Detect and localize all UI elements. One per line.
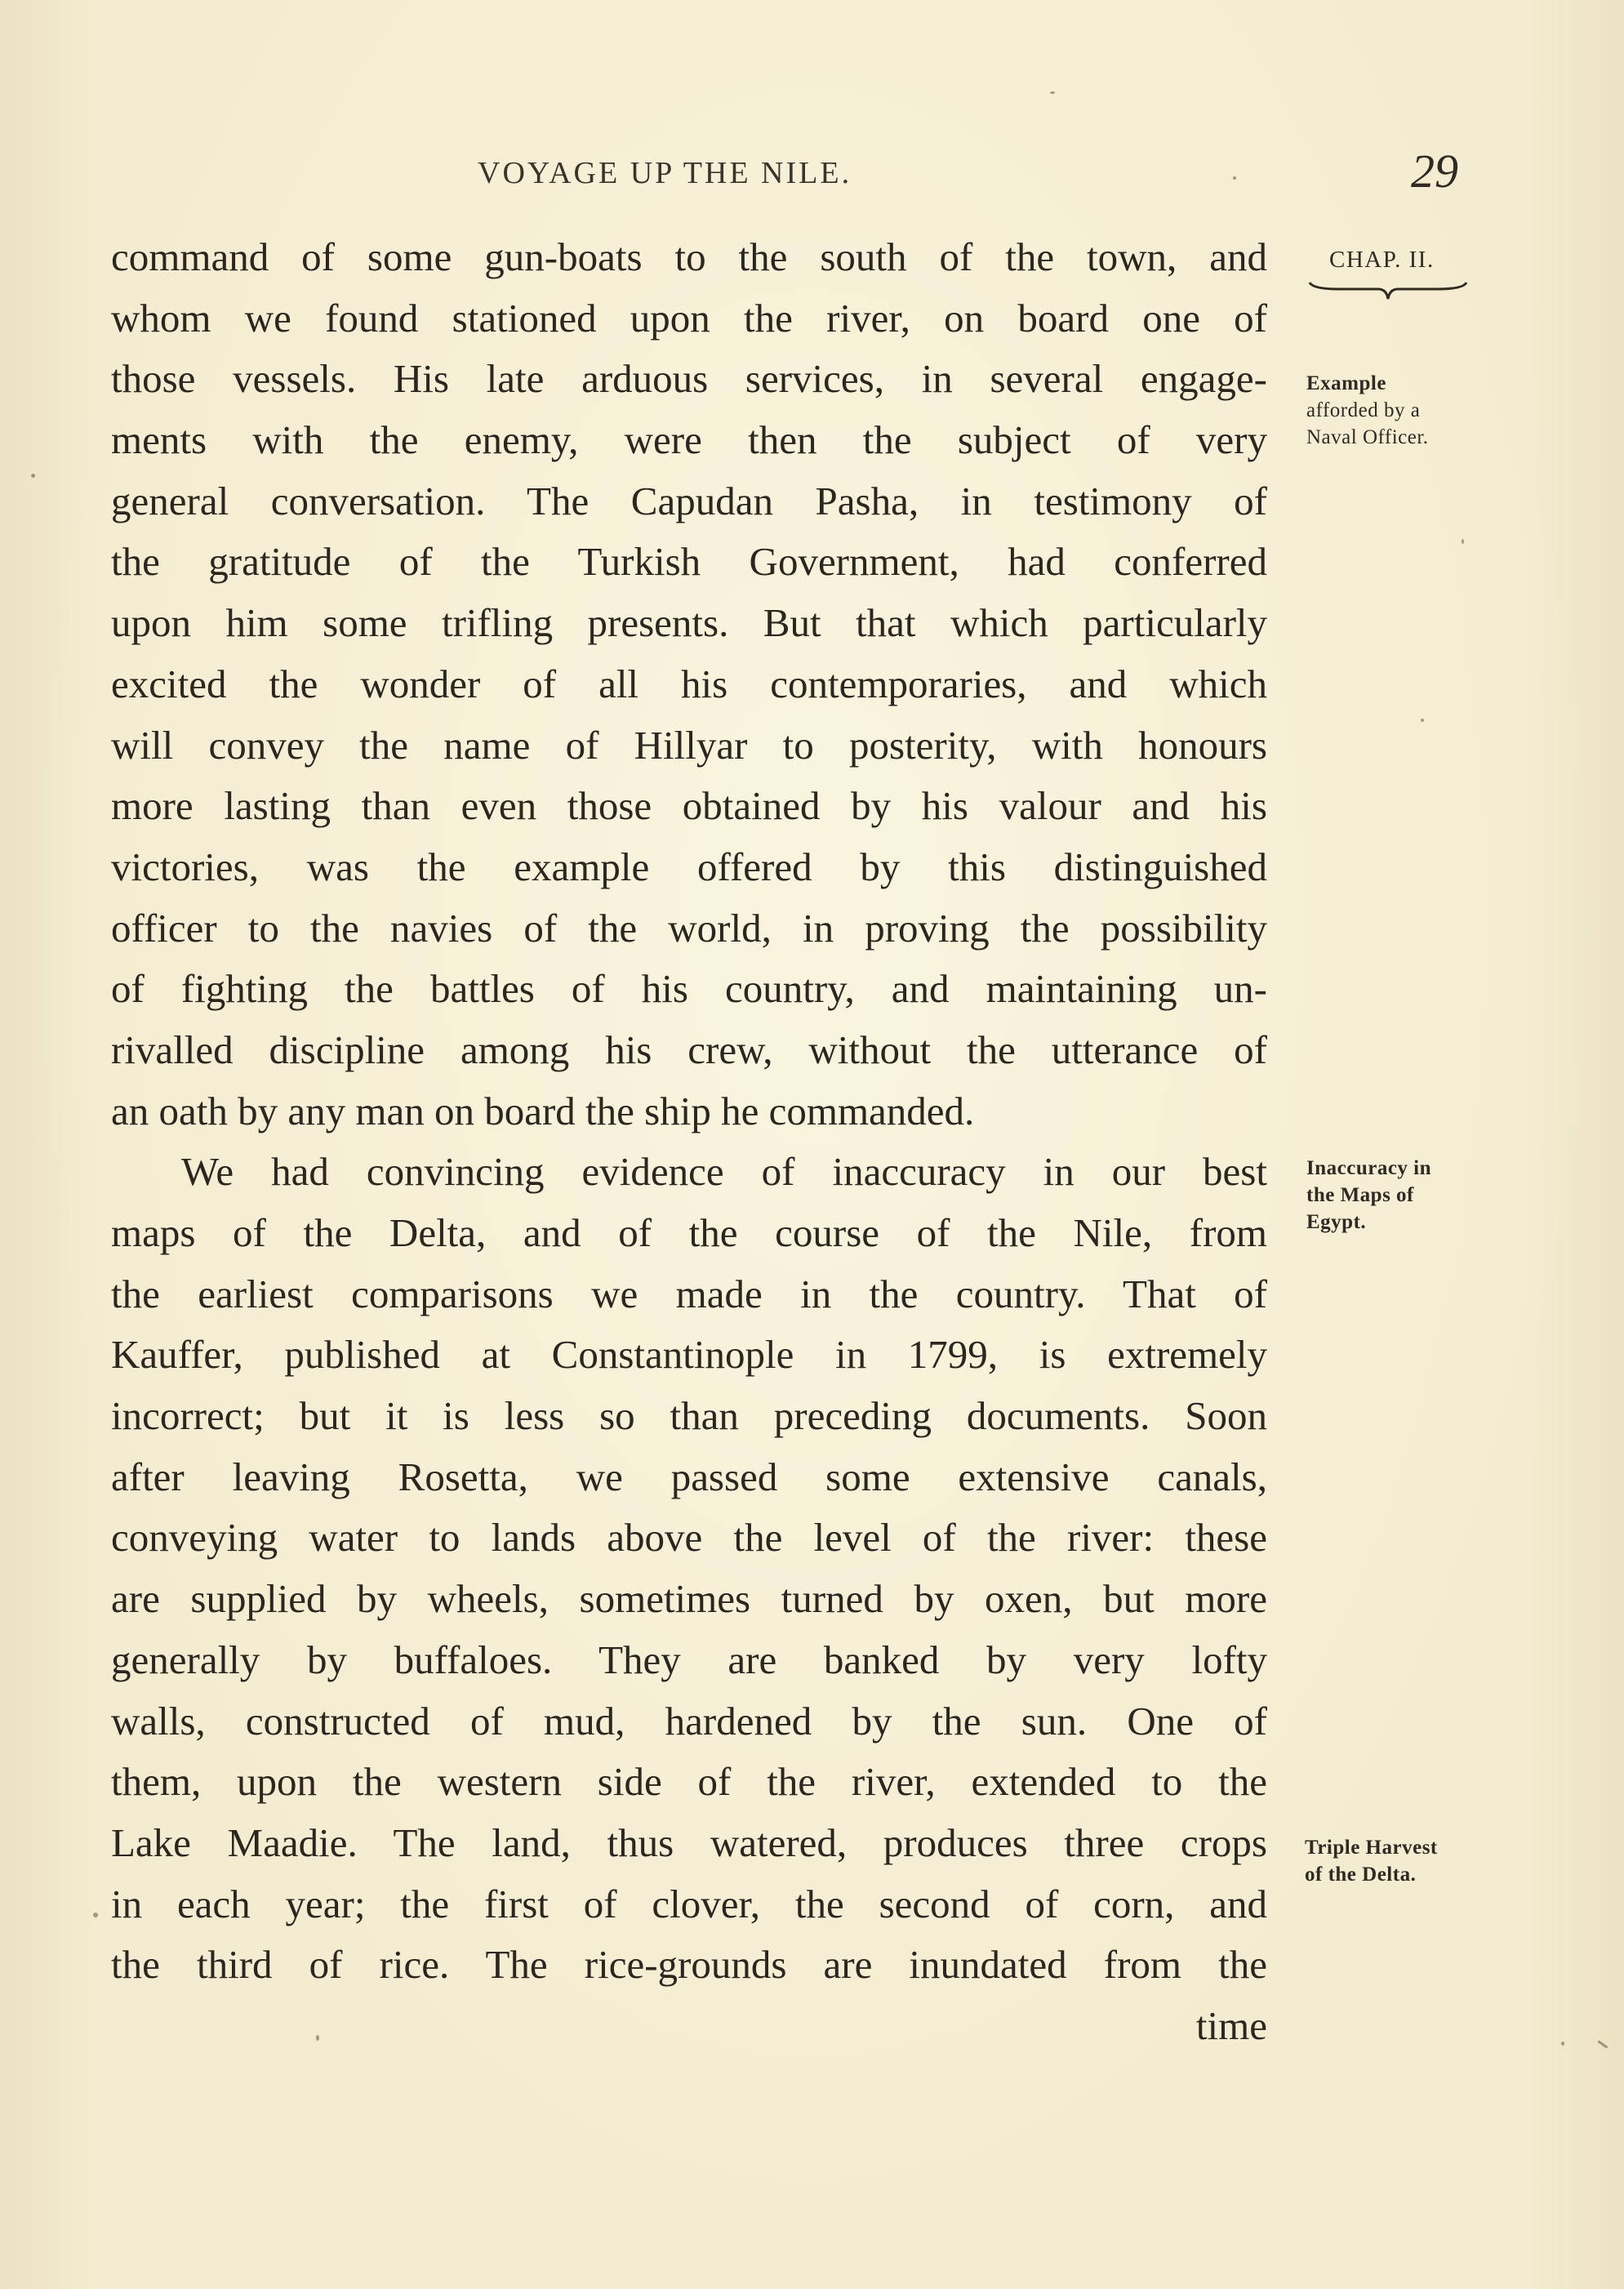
text-line: an oath by any man on board the ship he commanded.: [111, 1088, 975, 1133]
text-line: in each year; the first of clover, the second of corn, and: [111, 1881, 1267, 1926]
text-line: will convey the name of Hillyar to posterity, with honours: [111, 722, 1267, 768]
text-line: general conversation. The Capudan Pasha, in testimony of: [111, 478, 1267, 523]
text-line: ments with the enemy, were then the subject of very: [111, 417, 1267, 463]
paper-fleck: [1561, 2042, 1564, 2046]
body-text: [111, 227, 1267, 2057]
paper-fleck: [93, 1913, 98, 1917]
running-title: VOYAGE UP THE NILE.: [478, 156, 852, 190]
chapter-brace-ornament: [1306, 278, 1470, 307]
paper-fleck: [31, 474, 35, 478]
text-line: whom we found stationed upon the river, on board one of: [111, 295, 1267, 341]
text-line: conveying water to lands above the level of the river: these: [111, 1515, 1267, 1561]
paper-fleck: [1421, 719, 1424, 722]
sidenote-line: the Maps of: [1306, 1184, 1414, 1206]
text-line: rivalled discipline among his crew, without the utterance of: [111, 1026, 1267, 1072]
catchword: time: [1195, 2002, 1267, 2048]
text-line: victories, was the example offered by this distinguished: [111, 844, 1267, 889]
paper-fleck: [1462, 539, 1464, 544]
text-line: officer to the navies of the world, in proving the possibility: [111, 905, 1267, 951]
text-line: generally by buffaloes. They are banked by very lofty: [111, 1637, 1267, 1682]
text-line: more lasting than even those obtained by his valour and his: [111, 783, 1267, 829]
text-line: Lake Maadie. The land, thus watered, produces three crops: [111, 1819, 1267, 1865]
text-line: We had convincing evidence of inaccuracy in our best: [181, 1149, 1267, 1195]
sidenote-line: Egypt.: [1306, 1211, 1367, 1233]
text-line: the gratitude of the Turkish Government, had conferred: [111, 539, 1267, 585]
sidenote-line: Naval Officer.: [1306, 426, 1429, 448]
sidenote-triple-harvest: [1305, 1834, 1438, 1888]
chapter-sidenote: CHAP. II.: [1329, 247, 1435, 273]
text-line: after leaving Rosetta, we passed some extensive canals,: [111, 1454, 1267, 1499]
paper-fleck: [316, 2035, 319, 2041]
text-line: of fighting the battles of his country, and maintaining un-: [111, 966, 1267, 1012]
text-line: walls, constructed of mud, hardened by the sun. One of: [111, 1698, 1267, 1743]
paper-fleck: [1233, 176, 1236, 180]
text-line: incorrect; but it is less so than preceding documents. Soon: [111, 1393, 1267, 1439]
page-number: 29: [1411, 145, 1458, 198]
sidenote-line: Example: [1306, 372, 1386, 394]
text-line: command of some gun-boats to the south of the town, and: [111, 234, 1267, 279]
text-line: upon him some trifling presents. But that which particularly: [111, 600, 1267, 646]
sidenote-line: Triple Harvest: [1305, 1837, 1438, 1859]
sidenote-line: afforded by a: [1306, 399, 1421, 421]
sidenote-line: of the Delta.: [1305, 1864, 1417, 1886]
sidenote-maps-of-egypt: [1306, 1155, 1431, 1236]
text-line: excited the wonder of all his contemporaries, and which: [111, 661, 1267, 706]
text-line: the third of rice. The rice-grounds are inundated from the: [111, 1942, 1267, 1988]
text-line: maps of the Delta, and of the course of the Nile, from: [111, 1210, 1267, 1255]
text-line: are supplied by wheels, sometimes turned by oxen, but more: [111, 1576, 1267, 1622]
text-line: them, upon the western side of the river, extended to the: [111, 1759, 1267, 1805]
sidenote-naval-officer: [1306, 370, 1429, 451]
paper-fleck: [1597, 2040, 1608, 2048]
text-line: those vessels. His late arduous services, in several engage-: [111, 356, 1267, 402]
sidenote-line: Inaccuracy in: [1306, 1157, 1432, 1179]
text-line: Kauffer, published at Constantinople in 1799, is extremely: [111, 1332, 1267, 1378]
text-line: the earliest comparisons we made in the country. That of: [111, 1271, 1267, 1316]
paper-fleck: [1050, 91, 1055, 94]
